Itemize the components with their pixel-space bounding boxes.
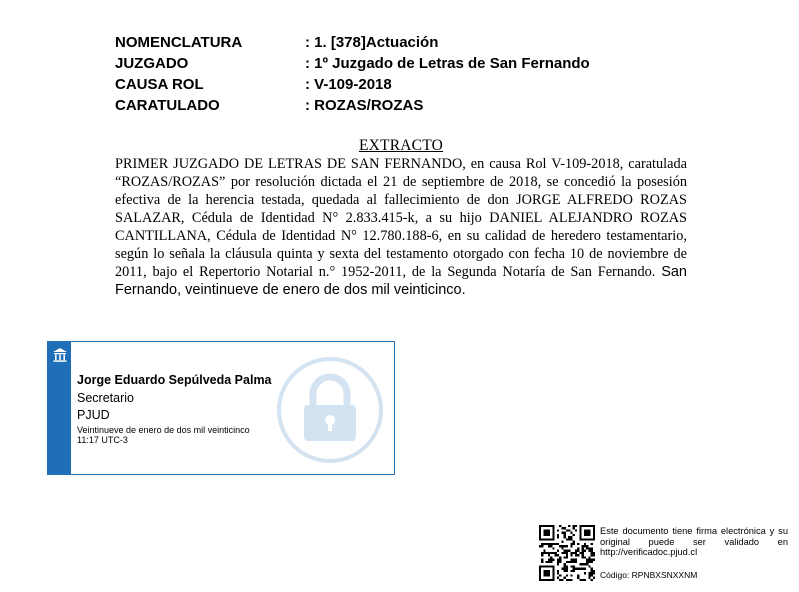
signature-timestamp [77,425,250,445]
header-value: : 1º Juzgado de Letras de San Fernando [305,55,590,72]
lock-icon [276,356,384,464]
verification-qr-code [539,525,595,581]
signer-name: Jorge Eduardo Sepúlveda Palma [77,373,272,387]
signature-date: Veintinueve de enero de dos mil veinticinco [77,425,250,435]
signer-role: Secretario [77,391,134,405]
signature-accent-bar [48,342,71,474]
signature-box [47,341,395,475]
header-value: : 1. [378]Actuación [305,34,439,51]
header-label: CAUSA ROL [115,76,204,93]
verification-notice: Este documento tiene firma electrónica y su original puede ser validado en http://verificadoc.pjud.cl [600,526,788,557]
header-row-juzgado [115,53,590,74]
header-label: CARATULADO [115,97,220,114]
verification-code: Código: RPNBXSNXXNM [600,570,698,580]
signature-time: 11:17 UTC-3 [77,435,128,445]
document-title: EXTRACTO [359,137,443,154]
body-text-date: San Fernando, veintinueve de enero de dos mil veinticinco. [115,264,687,298]
header-value: : V-109-2018 [305,76,392,93]
bank-icon [52,347,68,363]
header-row-nomenclatura [115,32,590,53]
signer-organization: PJUD [77,408,110,422]
header-value: : ROZAS/ROZAS [305,97,424,114]
body-text-serif: PRIMER JUZGADO DE LETRAS DE SAN FERNANDO, en causa Rol V-109-2018, caratulada “ROZAS/ROZAS” por resolución dictada el 21 de septiembre de 2018, se concedió la posesión efectiva de la herencia testada, quedada al fallecimiento de don JORGE ALFREDO ROZAS SALAZAR, Cédula de Identidad N° 2.833.415-k, a su hijo DANIEL ALEJANDRO ROZAS CANTILLANA, Cédula de Identidad N° 12.780.188-6, en su calidad de heredero testamentario, según lo señala la cláusula quinta y sexta del testamento otorgado con fecha 10 de noviembre de 2011, bajo el Repertorio Notarial n.° 1952-2011, de la Segunda Notaría de San Fernando. [115,156,687,280]
header-row-caratulado [115,95,590,116]
document-body [115,155,687,299]
case-header [115,32,590,116]
header-label: JUZGADO [115,55,189,72]
header-row-causa-rol [115,74,590,95]
header-label: NOMENCLATURA [115,34,243,51]
